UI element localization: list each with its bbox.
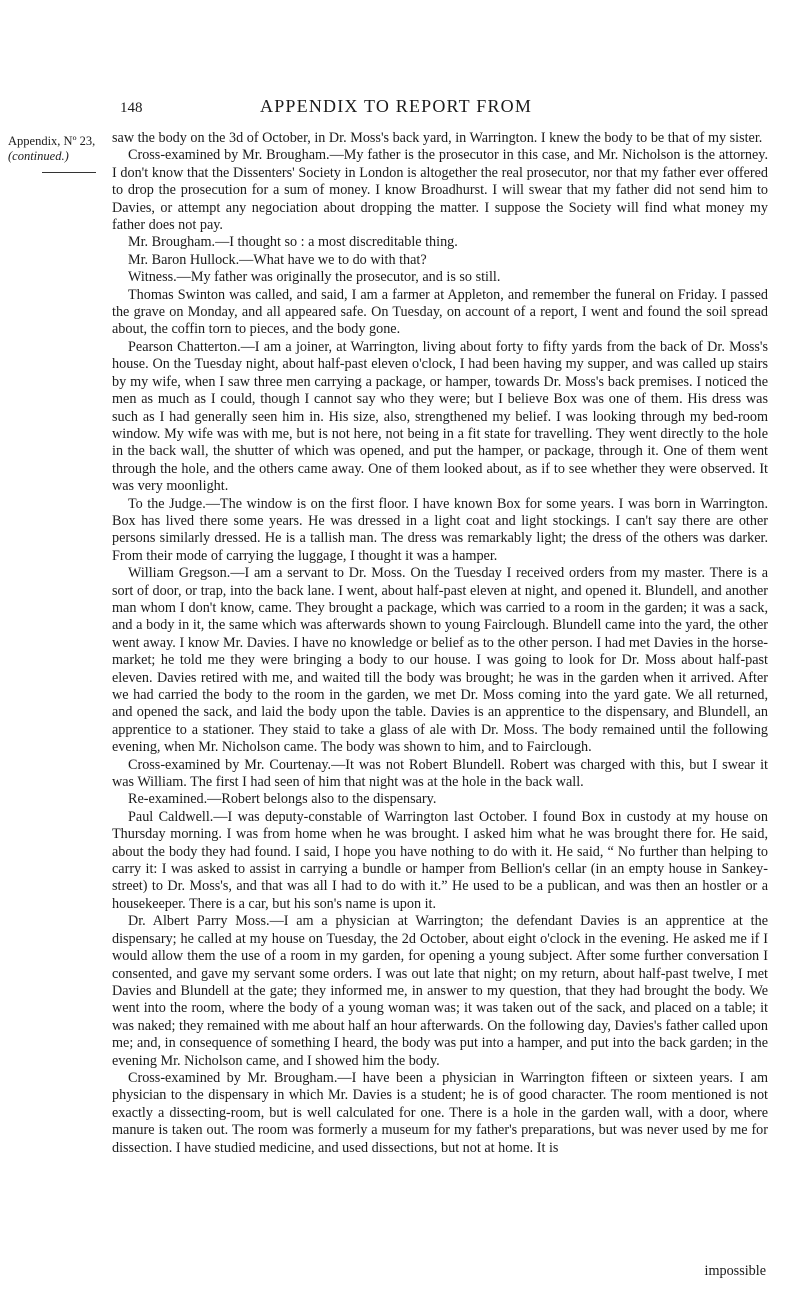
paragraph: Mr. Brougham.—I thought so : a most discreditable thing. [128,234,458,251]
paragraph: Re-examined.—Robert belongs also to the dispensary. [128,791,437,808]
page-number: 148 [120,100,143,116]
paragraph: Mr. Baron Hullock.—What have we to do with that? [128,251,427,268]
margin-note-appendix: Appendix, Nº 23, [8,134,96,148]
paragraph: Witness.—My father was originally the prosecutor, and is so still. [128,269,501,286]
page-header [120,96,760,126]
margin-note [8,134,106,164]
margin-note-continued: (continued.) [8,149,69,163]
paragraph: To the Judge.—The window is on the first floor. I have known Box for some years. I was born in Warrington. Box has lived there some years. He was dressed in a light coat and light stockings. I can't say there are other persons similarly dressed. He is a tallish man. The dress was remarkably light; the dress of the others was darker. From their mode of carrying the luggage, I thought it was a hamper. [112,495,768,564]
body-text [112,130,768,1157]
paragraph: Cross-examined by Mr. Courtenay.—It was not Robert Blundell. Robert was charged with this, but I swear it was William. The first I had seen of him that night was at the hole in the back wall. [112,756,768,791]
paragraph: Cross-examined by Mr. Brougham.—I have been a physician in Warrington fifteen or sixteen years. I am physician to the dispensary in which Mr. Davies is a student; he is of good character. The room mentioned is not exactly a dissecting-room, but is well calculated for one. There is a hole in the garden wall, with a door, where manure is taken out. The room was formerly a museum for my father's preparations, but was never used by me for dissection. I have studied medicine, and used dissections, but not at home. It is [112,1069,768,1156]
paragraph: William Gregson.—I am a servant to Dr. Moss. On the Tuesday I received orders from my master. There is a sort of door, or trap, into the back lane. I went, about half-past eleven at night, and opened it. Blundell, and another man whom I don't know, came. They brought a package, which was carried to a room in the garden; it was a sack, and a body in it, the same which was afterwards shown to young Fairclough. Blundell came into the yard, the other went away. I know Mr. Davies. I have no knowledge or belief as to the other person. I had met Davies in the horse-market; he told me they were bringing a body to our house. I was going to look for Dr. Moss about half-past eleven. Davies retired with me, and waited till the body was brought; he was in the garden when it arrived. After we had carried the body to the room in the garden, we met Dr. Moss coming into the yard gate. We all returned, and opened the sack, and laid the body upon the table. Davies is an apprentice to the dispensary, and Blundell, an apprentice to a stationer. They staid to take a glass of ale with Dr. Moss. The body remained until the following evening, when Mr. Nicholson came. The body was shown to him, and to Fairclough. [112,565,768,756]
paragraph: Pearson Chatterton.—I am a joiner, at Warrington, living about forty to fifty yards from the back of Dr. Moss's house. On the Tuesday night, about half-past eleven o'clock, I had been having my supper, and was called up stairs by my wife, when I saw three men carrying a package, or hamper, towards Dr. Moss's back premises. I noticed the men as much as I could, though I cannot say who they were; but I believe Box was one of them. His dress was such as I had generally seen him in. His size, also, strengthened my belief. I was looking through my bed-room window. My wife was with me, but is not here, not being in a fit state for travelling. They went directly to the hole in the back wall, the shutter of which was opened, and put the hamper, or package, through it. One of them went through the hole, and the others came away. One of them looked about, as if to see whether they were observed. It was very moonlight. [112,338,768,495]
margin-rule [42,172,96,173]
paragraph: Cross-examined by Mr. Brougham.—My father is the prosecutor in this case, and Mr. Nicholson is the attorney. I don't know that the Dissenters' Society in London is altogether the real prosecutor, nor that my father ever offered to drop the prosecution for a sum of money. I know Broadhurst. I will swear that my father did not send him to Davies, or attempt any negociation about dropping the matter. I suppose the Society will find what money my father does not pay. [112,147,768,234]
paragraph: Dr. Albert Parry Moss.—I am a physician at Warrington; the defendant Davies is an apprentice at the dispensary; he called at my house on Tuesday, the 2d October, about eight o'clock in the evening. He asked me if I would allow them the use of a room in my garden, for opening a young subject. After some further conversation I consented, and gave my servant some orders. I was out late that night; on my return, about half-past twelve, I met Davies and Blundell at the gate; they informed me, in answer to my question, that they had brought the body. We went into the room, where the body of a young woman was; it was taken out of the sack, and placed on a table; it was naked; they remained with me about half an hour afterwards. On the following day, Davies's father called upon me; and, in consequence of something I heard, the body was put into a hamper, and put into the back garden; in the evening Mr. Nicholson came, and I showed him the body. [112,913,768,1069]
running-title: APPENDIX TO REPORT FROM [260,96,533,116]
paragraph: saw the body on the 3d of October, in Dr. Moss's back yard, in Warrington. I knew the body to be that of my sister. [112,130,763,146]
paragraph: Paul Caldwell.—I was deputy-constable of Warrington last October. I found Box in custody at my house on Thursday morning. I was from home when he was brought. I asked him what he was brought there for. He said, about the body they had found. I said, I hope you have nothing to do with it. He said, “ No further than helping to carry it: I was asked to assist in carrying a bundle or hamper from Bellion's cellar (in an empty house in Sankey-street) to Dr. Moss's, and that was all I had to do with it.” He used to be a publican, and was then an hostler or a housekeeper. There is a car, but his son's name is upon it. [112,808,768,912]
paragraph: Thomas Swinton was called, and said, I am a farmer at Appleton, and remember the funeral on Friday. I passed the grave on Monday, and all appeared safe. On Tuesday, on account of a report, I went and found the soil spread about, the coffin torn to pieces, and the body gone. [112,286,768,338]
catchword: impossible [704,1263,766,1279]
